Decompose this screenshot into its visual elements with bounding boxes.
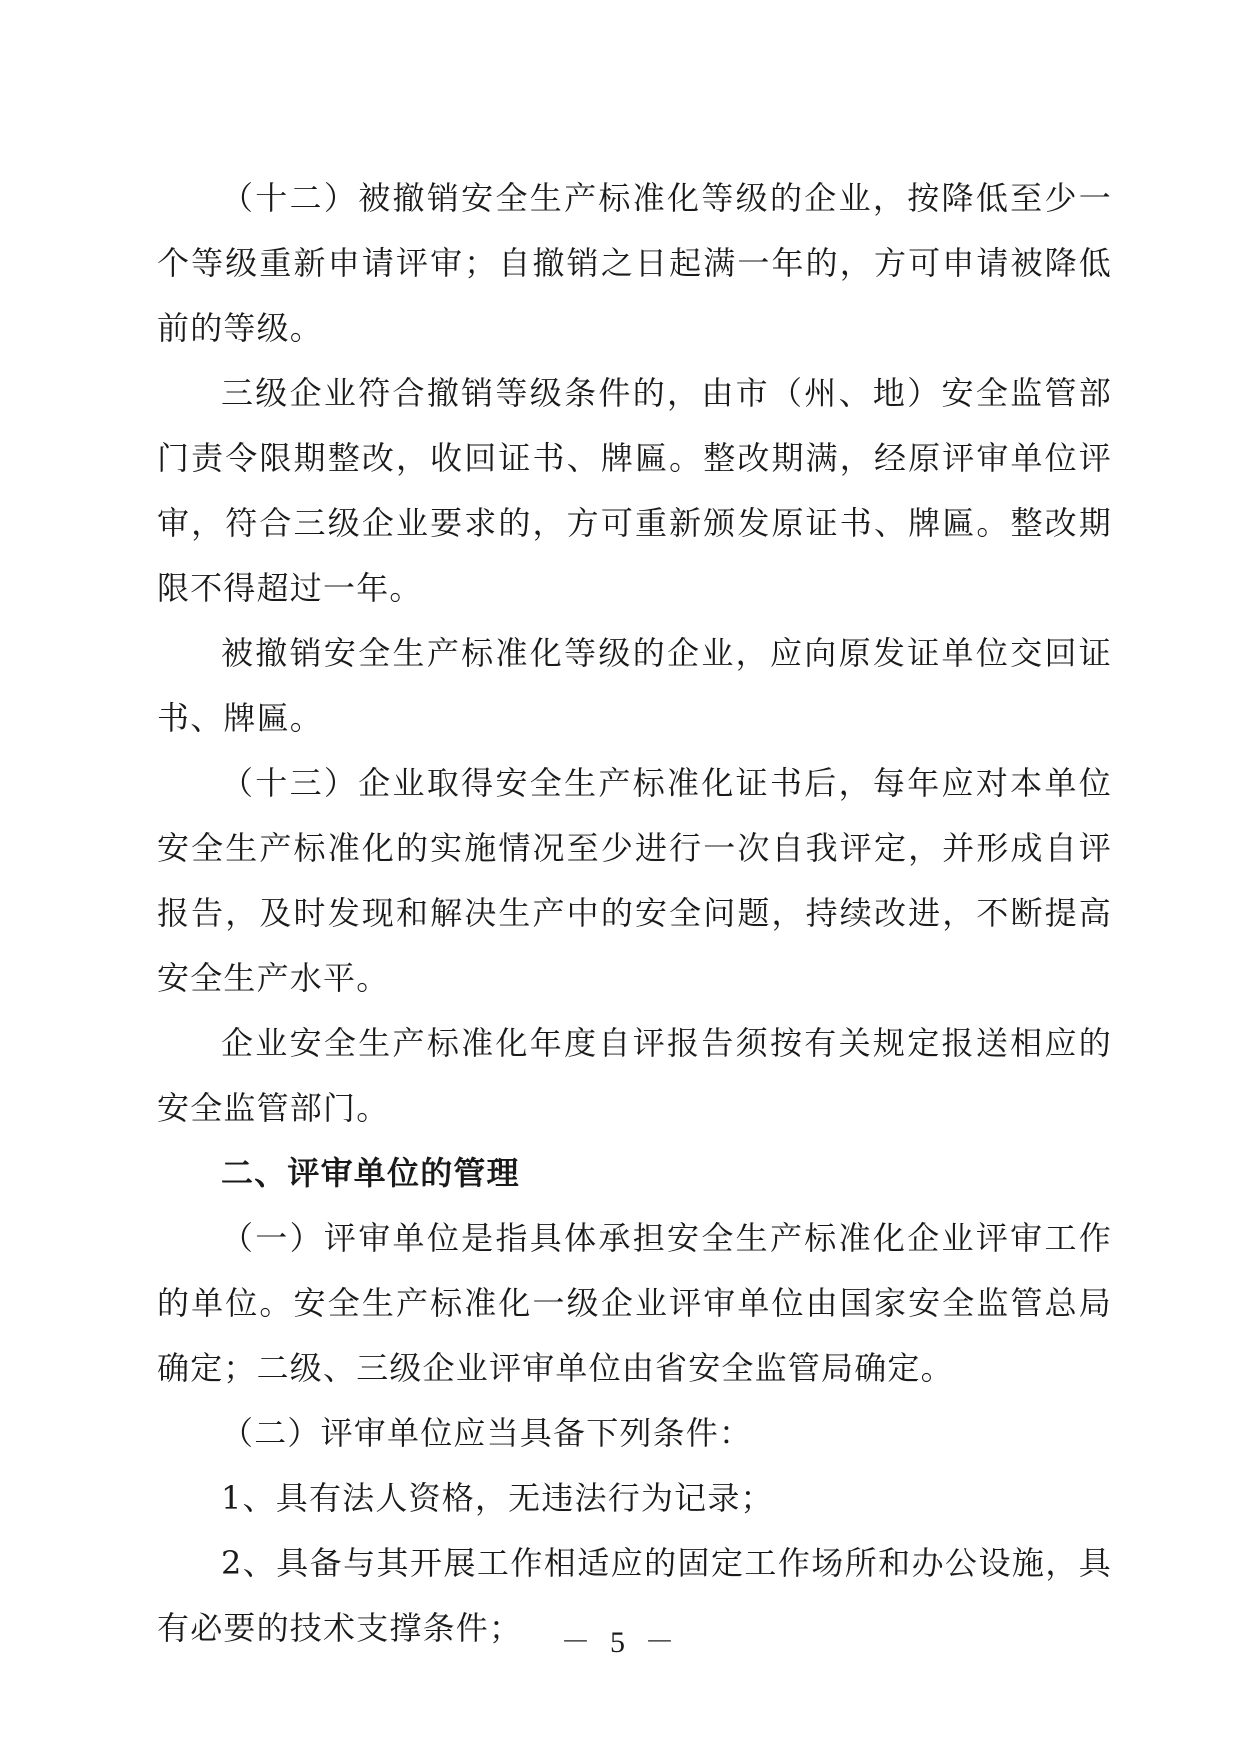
section-heading: 二、评审单位的管理 xyxy=(221,1154,520,1192)
page-number: － 5 － xyxy=(560,1626,681,1659)
list-item-2: 2、具备与其开展工作相适应的固定工作场所和办公设施，具有必要的技术支撑条件； xyxy=(157,1544,1112,1647)
paragraph-2: （二）评审单位应当具备下列条件： xyxy=(221,1414,753,1452)
paragraph-annual-report: 企业安全生产标准化年度自评报告须按有关规定报送相应的安全监管部门。 xyxy=(157,1024,1112,1127)
list-item-1: 1、具有法人资格，无违法行为记录； xyxy=(221,1479,774,1517)
document-body xyxy=(157,166,1112,1661)
paragraph-1: （一）评审单位是指具体承担安全生产标准化企业评审工作的单位。安全生产标准化一级企业评审单位由国家安全监管总局确定；二级、三级企业评审单位由省安全监管局确定。 xyxy=(157,1219,1112,1387)
paragraph-level3-revocation: 三级企业符合撤销等级条件的，由市（州、地）安全监管部门责令限期整改，收回证书、牌匾。整改期满，经原评审单位评审，符合三级企业要求的，方可重新颁发原证书、牌匾。整改期限不得超过一年。 xyxy=(157,374,1112,607)
paragraph-13: （十三）企业取得安全生产标准化证书后，每年应对本单位安全生产标准化的实施情况至少进行一次自我评定，并形成自评报告，及时发现和解决生产中的安全问题，持续改进，不断提高安全生产水平。 xyxy=(157,764,1112,997)
paragraph-12: （十二）被撤销安全生产标准化等级的企业，按降低至少一个等级重新申请评审；自撤销之日起满一年的，方可申请被降低前的等级。 xyxy=(157,179,1112,347)
paragraph-return-certificate: 被撤销安全生产标准化等级的企业，应向原发证单位交回证书、牌匾。 xyxy=(157,634,1112,737)
